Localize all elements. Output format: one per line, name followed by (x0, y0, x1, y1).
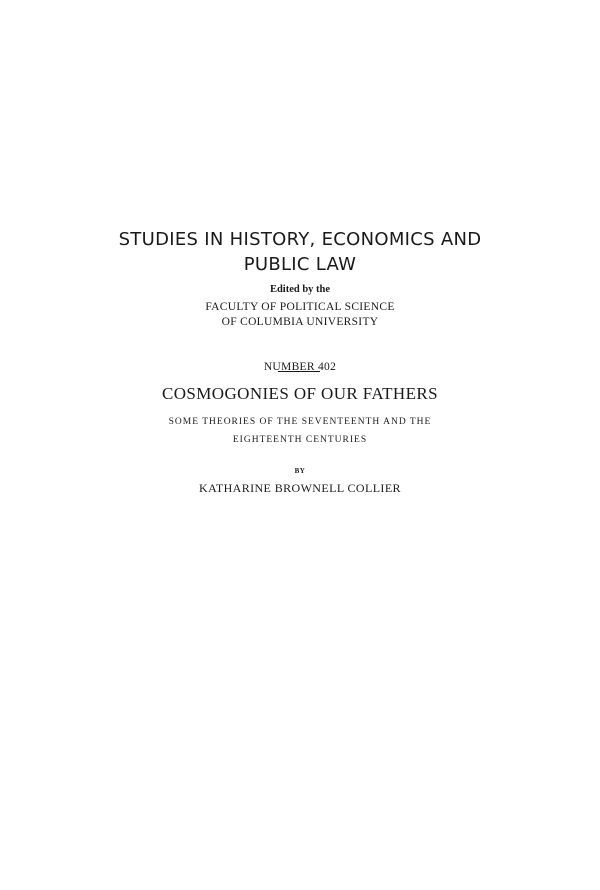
author-name: KATHARINE BROWNELL COLLIER (199, 481, 401, 495)
subtitle-line-1: SOME THEORIES OF THE SEVENTEENTH AND THE (168, 417, 432, 427)
number-label: NUMBER 402 (263, 361, 337, 373)
by-label: BY (294, 467, 306, 475)
faculty-line-1: FACULTY OF POLITICAL SCIENCE (205, 301, 395, 313)
edited-by: Edited by the (269, 284, 331, 295)
subtitle-line-2: EIGHTEENTH CENTURIES (232, 435, 368, 445)
book-title: COSMOGONIES OF OUR FATHERS (162, 384, 438, 403)
series-title-line-2: PUBLIC LAW (243, 254, 357, 275)
series-title-line-1: STUDIES IN HISTORY, ECONOMICS AND (118, 229, 482, 250)
faculty-line-2: OF COLUMBIA UNIVERSITY (221, 316, 379, 328)
